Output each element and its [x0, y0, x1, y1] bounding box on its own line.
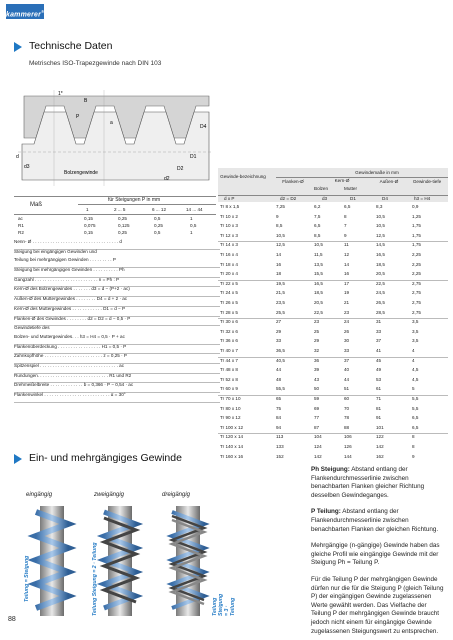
diagram-label-d2: d2: [164, 176, 170, 182]
text-block-teilung: [311, 508, 447, 534]
dimension-cell: 40,5: [276, 357, 285, 363]
text-term: P Teilung:: [311, 508, 341, 516]
dimension-cell: 152: [276, 453, 284, 459]
dimension-cell: 5,5: [412, 405, 419, 411]
range-cell: 1: [86, 207, 89, 212]
thread-screws-graphic: [22, 502, 238, 620]
dimension-cell: 162: [376, 453, 384, 459]
dimension-cell: 2,25: [412, 261, 421, 267]
dimension-cell: 2,75: [412, 290, 421, 296]
dimension-cell: 19,5: [276, 280, 285, 286]
definition-line: Gangzahl . . . . . . . . . . . . . . . . . . . . . . . . . n = Ph : P: [14, 278, 220, 288]
thread-label: eingängig: [26, 492, 53, 498]
definition-line: Drehmeißelbreite . . . . . . . . . . . . . b = 0,366 · P − 0,54 · ac: [14, 383, 220, 393]
dimension-cell: 26,5: [376, 300, 385, 305]
sub-header: d2 = D2: [280, 195, 297, 201]
dimension-cell: 4,5: [412, 376, 419, 382]
dimension-cell: 19: [344, 290, 350, 296]
table-row: [218, 337, 448, 347]
diagram-caption: Bolzengewinde: [64, 170, 98, 176]
section2-title: Ein- und mehrgängiges Gewinde: [29, 452, 182, 464]
dimension-cell: 17: [344, 280, 350, 286]
dimension-cell: 5: [412, 386, 415, 392]
dimension-cell: 41: [376, 348, 382, 353]
dimension-cell: 20,5: [376, 271, 385, 277]
dimension-cell: 9: [412, 453, 415, 459]
dimension-cell: 75: [276, 405, 282, 411]
text-column: [311, 466, 447, 636]
dimension-cell: 27: [276, 319, 282, 325]
table-row: [218, 405, 448, 415]
dimension-cell: 81: [376, 405, 382, 411]
dimension-cell: 6,2: [314, 204, 321, 209]
dimension-cell: 3,5: [412, 319, 419, 325]
dimension-cell: 37: [344, 357, 350, 363]
diagram-label-a: a: [110, 120, 113, 126]
header-bolzen: Bolzen: [314, 186, 329, 191]
sub-header: h3 = H4: [414, 195, 431, 201]
table-row: [218, 299, 448, 309]
mass-cell: 0,25: [118, 216, 127, 221]
diagram-label-D4: D4: [200, 124, 207, 130]
dimension-cell: 18: [276, 271, 282, 277]
table-row: [218, 395, 448, 405]
dimension-cell: 2,75: [412, 300, 421, 305]
table-row: [218, 213, 448, 223]
dimension-cell: 33: [276, 338, 282, 344]
dimension-cell: 8,5: [276, 223, 283, 229]
dimension-cell: 7: [344, 223, 347, 229]
thread-designation: Tr 30 x 6: [220, 319, 238, 325]
mass-cell: 0,25: [154, 223, 163, 228]
page-number: 88: [8, 616, 16, 623]
range-cell: 14 ... 44: [186, 207, 203, 212]
mass-cell: 0,25: [118, 230, 127, 235]
screw-double: [104, 506, 136, 616]
thread-designation: Tr 52 x 8: [220, 376, 238, 382]
thread-designation: Tr 80 x 10: [220, 405, 241, 411]
thread-side-label: Teilung Steigung = 2 · Teilung: [92, 542, 98, 616]
dimension-cell: 124: [314, 444, 322, 449]
thread-designation: Tr 8 x 1,5: [220, 204, 240, 209]
table-row: [218, 261, 448, 271]
header-aussen: Außen-Ø: [379, 179, 399, 184]
mass-table-header-left: Maß: [30, 202, 42, 208]
dimension-cell: 31: [376, 319, 382, 325]
dimension-cell: 10,5: [376, 213, 385, 219]
range-cell: 6 ... 12: [152, 207, 167, 212]
dimension-cell: 9: [276, 213, 279, 219]
sub-header: d3: [322, 195, 328, 201]
mass-cell: 0,5: [154, 216, 161, 221]
mass-cell: 1: [190, 230, 193, 235]
dimension-cell: 23: [314, 319, 320, 325]
dimension-cell: 6,5: [412, 415, 419, 421]
dimension-cell: 2,75: [412, 280, 421, 286]
dimension-cell: 4,5: [412, 367, 419, 373]
dimension-cell: 29: [314, 338, 320, 344]
dimension-cell: 36: [314, 357, 320, 363]
diagram-label-d3: d3: [24, 164, 30, 170]
mass-cell: 0,5: [190, 223, 197, 228]
dimension-cell: 2,25: [412, 252, 421, 257]
sub-header: d x P: [224, 195, 235, 201]
table-row: [218, 318, 448, 328]
thread-designation: Tr 40 x 7: [220, 348, 238, 353]
thread-designation: Tr 70 x 10: [220, 396, 241, 401]
dimension-cell: 37: [376, 338, 382, 344]
dimension-cell: 7,25: [276, 204, 285, 209]
dimension-cell: 0,9: [412, 204, 419, 209]
diagram-label-D1: D1: [190, 154, 197, 160]
text-body: Abstand entlang der Flankendurchmesserlinie zwischen benachbarten Flanken gleicher Richtung desselben Gewindeganges.: [311, 466, 425, 499]
dimension-cell: 91: [376, 415, 382, 421]
kammerer-logo: kammerer®: [6, 4, 44, 19]
table-row: [218, 357, 448, 367]
dimension-cell: 36,5: [276, 348, 285, 353]
dimension-cell: 11: [344, 242, 349, 248]
dimension-cell: 51: [344, 386, 350, 392]
thread-designation: Tr 60 x 9: [220, 386, 238, 392]
thread-designation: Tr 10 x 3: [220, 223, 238, 229]
dimension-cell: 32: [314, 348, 320, 353]
dimension-cell: 9: [344, 232, 347, 238]
thread-designation: Tr 160 x 16: [220, 453, 244, 459]
dimension-cell: 6,5: [344, 204, 351, 209]
dimension-cell: 22,5: [376, 280, 385, 286]
definition-line: Steigung bei eingängigen Gewinden und: [14, 248, 97, 254]
mass-row-label: ac: [18, 216, 23, 221]
dimension-cell: 60: [344, 396, 350, 401]
thread-profile-diagram: [14, 88, 216, 188]
dimension-cell: 55,5: [276, 386, 285, 392]
thread-designation: Tr 18 x 4: [220, 261, 238, 267]
dimension-cell: 24,5: [376, 290, 385, 296]
screw-triple: [172, 506, 204, 616]
mass-cell: 1: [190, 216, 193, 221]
subtitle: Metrisches ISO-Trapezgewinde nach DIN 103: [29, 60, 162, 67]
dimension-cell: 15,5: [314, 271, 323, 277]
table-row: [218, 241, 448, 251]
dimension-cell: 101: [376, 424, 384, 430]
dimension-cell: 1,25: [412, 213, 421, 219]
dimension-cell: 59: [314, 396, 320, 401]
dimension-cell: 5,5: [412, 396, 419, 401]
dimension-cell: 78: [344, 415, 350, 421]
header-tiefe: Gewinde-tiefe: [412, 179, 442, 184]
section-title: Technische Daten: [29, 40, 113, 52]
dimension-cell: 26: [344, 328, 350, 334]
text-block-mehrgaengig: [311, 542, 447, 568]
thread-designation: Tr 26 x 5: [220, 300, 238, 305]
table-row: [218, 376, 448, 386]
dimension-cell: 8: [412, 444, 415, 449]
dimension-cell: 142: [376, 444, 384, 449]
text-body: Mehrgängige (n-gängige) Gewinde haben das gleiche Profil wie eingängige Gewinde mit der Steigung Ph = Teilung P.: [311, 542, 440, 567]
dimension-cell: 113: [276, 434, 284, 440]
thread-designation: Tr 140 x 14: [220, 444, 244, 449]
diagram-label-d: d: [16, 154, 19, 160]
thread-label: zweigängig: [94, 492, 125, 498]
definition-line: Kern-Ø des Muttergewindes . . . . . . . . . . . . D1 = d − P: [14, 307, 220, 317]
dimension-cell: 21,5: [276, 290, 285, 296]
dimension-cell: 11,5: [314, 252, 323, 257]
dimension-cell: 12: [344, 252, 350, 257]
thread-label: dreigängig: [162, 492, 191, 498]
dimension-cell: 133: [276, 444, 284, 449]
dimension-cell: 77: [314, 415, 320, 421]
text-body: Für die Teilung P der mehrgängigen Gewinde dürfen nur die für die Steigung P (gleich Teilung P) der eingängigen Gewinde zugelassenen Werte gewählt werden. Das Vielfache der Teilung P der mehrgängigen Gewinde braucht jedoch nicht einem für eingängige Gewinde zugelassenen Steigungswert zu entsprechen.: [311, 575, 444, 635]
diagram-label-star: 1*: [58, 91, 63, 97]
mass-row-label: R2: [18, 230, 24, 235]
thread-designation: Tr 10 x 2: [220, 213, 238, 219]
dimension-cell: 69: [314, 405, 320, 411]
thread-illustrations: [22, 492, 238, 622]
dimension-cell: 23: [344, 309, 350, 315]
thread-designation: Tr 20 x 4: [220, 271, 238, 277]
dimension-cell: 71: [376, 396, 382, 401]
thread-designation: Tr 24 x 5: [220, 290, 238, 296]
table-row: [218, 328, 448, 338]
table-row: [218, 280, 448, 290]
dimension-cell: 16,5: [314, 280, 323, 286]
thread-designation: Tr 12 x 3: [220, 232, 238, 238]
group-header: Gewindemaße in mm: [355, 170, 399, 175]
table-row: [218, 433, 448, 443]
dimension-cell: 10,5: [276, 232, 285, 238]
table-row: [218, 443, 448, 453]
definition-line: Flankenwinkel . . . . . . . . . . . . . . . . . . . . . . . . . . α = 30°: [14, 393, 220, 403]
dimension-cell: 16: [276, 261, 282, 267]
definition-line: Gewindetiefe des: [14, 325, 50, 331]
header-flanken: Flanken-Ø: [282, 179, 304, 184]
mass-cell: 0,15: [84, 216, 93, 221]
definition-line: Flanken-Ø des Gewindes . . . . . . . . d2 = D2 = d − 0,5 · P: [14, 317, 220, 327]
definition-line: Außen-Ø des Muttergewindes . . . . . . . . D4 = d + 2 · ac: [14, 297, 220, 307]
thread-designation: Tr 44 x 7: [220, 357, 238, 363]
text-block-steigung: [311, 466, 447, 500]
header-kern: Kern-Ø: [334, 178, 350, 183]
sub-header: D4: [382, 195, 388, 201]
dimension-cell: 8,3: [376, 204, 383, 209]
dimension-cell: 104: [314, 434, 322, 440]
dimension-cell: 43: [314, 376, 320, 382]
definitions-list: [14, 240, 220, 403]
definition-line: Steigung bei mehrgängigen Gewinden . . . . . . . . . . Ph: [14, 268, 220, 278]
dimension-cell: 30: [344, 338, 350, 344]
mass-cell: 0,5: [154, 230, 161, 235]
dimension-table: [218, 168, 448, 464]
dimension-cell: 142: [314, 453, 322, 459]
dimension-cell: 33: [344, 348, 350, 353]
mass-cell: 0,125: [118, 223, 130, 228]
dimension-cell: 3,5: [412, 328, 419, 334]
dimension-cell: 8,5: [314, 232, 321, 238]
table-row: [218, 414, 448, 424]
dimension-cell: 49: [376, 367, 382, 373]
definition-line: Nenn- Ø . . . . . . . . . . . . . . . . . . . . . . . . . . . . . . . . . . d: [14, 240, 220, 250]
dimension-cell: 1,75: [412, 232, 421, 238]
section2-bullet-icon: [14, 454, 22, 464]
dimension-cell: 126: [344, 444, 352, 449]
diagram-label-p: P: [76, 114, 80, 120]
dimension-cell: 16,5: [376, 252, 385, 257]
dimension-cell: 61: [376, 386, 382, 392]
dimension-cell: 18,5: [376, 261, 385, 267]
dimension-cell: 88: [344, 424, 350, 430]
table-row: [218, 289, 448, 299]
text-block-teilung-regel: [311, 576, 447, 636]
dimension-cell: 12,5: [376, 232, 385, 238]
dimension-cell: 1,75: [412, 223, 421, 229]
dimension-cell: 4: [412, 357, 415, 363]
dimension-cell: 29: [276, 328, 282, 334]
text-term: Ph Steigung:: [311, 466, 350, 473]
text-body: Abstand entlang der Flankendurchmesserlinie zwischen benachbarten Flanken der gleichen Richtung.: [311, 508, 439, 533]
header-mutter: Mutter: [344, 186, 358, 191]
dimension-cell: 8: [344, 213, 347, 219]
thread-designation: Tr 28 x 5: [220, 309, 238, 315]
dimension-cell: 13,5: [314, 261, 323, 267]
table-row: [218, 366, 448, 376]
table-row: [218, 251, 448, 261]
section-bullet-icon: [14, 42, 22, 52]
dimension-cell: 23,5: [276, 300, 285, 305]
definition-line: Rundungen. . . . . . . . . . . . . . . . . . . . . . . . . . . . R1 und R2: [14, 374, 220, 384]
dimension-cell: 10,5: [314, 242, 323, 248]
thread-designation: Tr 22 x 5: [220, 280, 238, 286]
dimension-cell: 14,5: [376, 242, 385, 248]
dimension-cell: 16: [344, 271, 350, 277]
dimension-cell: 18,5: [314, 290, 323, 296]
diagram-label-D2: D2: [177, 166, 184, 172]
table-row: [218, 453, 448, 463]
dimension-cell: 14: [344, 261, 350, 267]
thread-designation: Tr 32 x 6: [220, 328, 238, 334]
dimension-cell: 33: [376, 328, 382, 334]
screw-single: [36, 506, 68, 616]
dimension-cell: 14: [276, 252, 282, 257]
header-bezeichnung: Gewinde-bezeichnung: [220, 174, 266, 179]
mass-cell: 0,075: [84, 223, 96, 228]
dimension-cell: 106: [344, 434, 352, 440]
dimension-cell: 22,5: [314, 309, 323, 315]
dimension-cell: 6,5: [412, 424, 419, 430]
thread-designation: Tr 90 x 12: [220, 415, 241, 421]
dimension-cell: 1,75: [412, 242, 421, 248]
dimension-cell: 3,5: [412, 338, 419, 344]
sub-header: D1: [350, 195, 356, 201]
dimension-cell: 24: [344, 319, 350, 325]
thread-designation: Tr 120 x 14: [220, 434, 244, 440]
mass-cell: 0,15: [84, 230, 93, 235]
dimension-cell: 70: [344, 405, 350, 411]
dimension-cell: 28,5: [376, 309, 385, 315]
dimension-cell: 53: [376, 376, 382, 382]
thread-designation: Tr 14 x 3: [220, 242, 238, 248]
range-cell: 2 ... 5: [114, 207, 126, 212]
dimension-cell: 50: [314, 386, 320, 392]
thread-designation: Tr 16 x 4: [220, 252, 238, 257]
mass-row-label: R1: [18, 223, 24, 228]
dimension-cell: 48: [276, 376, 282, 382]
dimension-cell: 44: [276, 367, 282, 373]
thread-designation: Tr 36 x 6: [220, 338, 238, 344]
definition-line: Teilung bei mehrgängigen Gewinden . . . . . . . . . P: [14, 258, 220, 268]
thread-designation: Tr 48 x 8: [220, 367, 238, 373]
diagram-label-b: B: [84, 98, 88, 104]
thread-designation: Tr 100 x 12: [220, 424, 244, 430]
definition-line: Kern-Ø des Bolzengewindes . . . . . . . d3 = d − (P+2 · ac): [14, 287, 220, 297]
dimension-cell: 12,5: [276, 242, 285, 248]
definition-line: Zahnkopfhöhe . . . . . . . . . . . . . . . . . . . . . . . z = 0,25 · P: [14, 354, 220, 364]
definition-line: Flankenüberdeckung . . . . . . . . . . . . . . . . . H1 = 0,5 · P: [14, 345, 220, 355]
dimension-cell: 7,5: [314, 213, 321, 219]
dimension-cell: 87: [314, 424, 320, 430]
dimension-cell: 39: [314, 367, 320, 373]
dimension-cell: 21: [344, 300, 350, 305]
definition-line: Spitzenspiel . . . . . . . . . . . . . . . . . . . . . . . . . . . . . . . ac: [14, 364, 220, 374]
dimension-cell: 2,25: [412, 271, 421, 277]
table-row: [218, 222, 448, 232]
dimension-cell: 8: [412, 434, 415, 440]
mass-table-header-right: für Steigungen P in mm: [108, 197, 161, 203]
dimension-cell: 20,5: [314, 300, 323, 305]
dimension-cell: 84: [276, 415, 282, 421]
dimension-cell: 25,5: [276, 309, 285, 315]
definition-line: Bolzen- und Muttergewindes. . . h3 = H4 = 0,5 · P + ac: [14, 335, 220, 345]
dimension-cell: 65: [276, 396, 282, 401]
dimension-cell: 40: [344, 367, 350, 373]
dimension-cell: 94: [276, 424, 282, 430]
dimension-cell: 45: [376, 357, 382, 363]
dimension-cell: 6,5: [314, 223, 321, 229]
dimension-cell: 25: [314, 328, 320, 334]
dimension-cell: 122: [376, 434, 384, 440]
dimension-cell: 44: [344, 376, 350, 382]
table-row: [218, 203, 448, 213]
dimension-cell: 4: [412, 348, 415, 353]
thread-side-label: Teilung Steigung = 3 · Teilung: [212, 593, 236, 616]
dimension-cell: 10,5: [376, 223, 385, 229]
dimension-cell: 2,75: [412, 309, 421, 315]
thread-side-label: Teilung = Steigung: [24, 555, 30, 602]
dimension-cell: 144: [344, 453, 352, 459]
